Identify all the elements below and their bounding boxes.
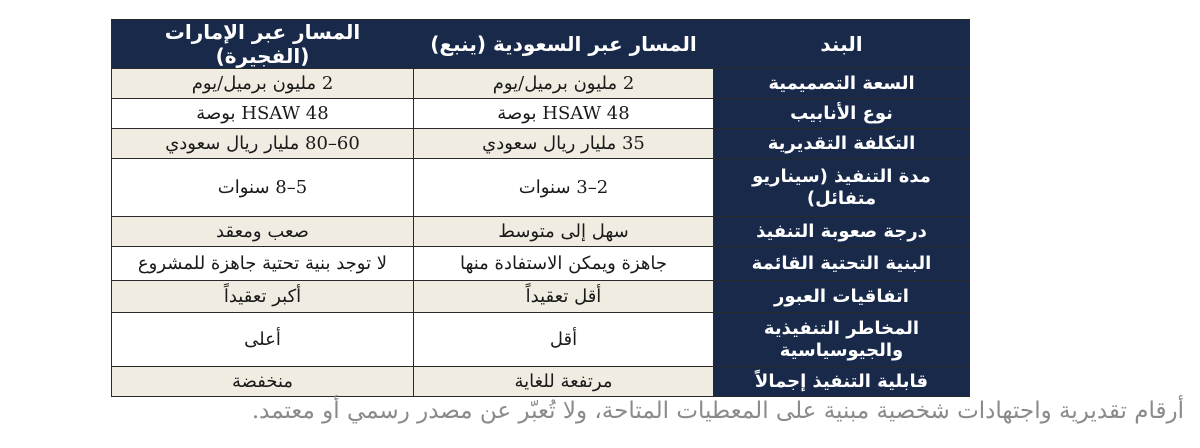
- table-row: [112, 367, 970, 397]
- saudi-value: سهل إلى متوسط: [414, 217, 714, 247]
- table-row: [112, 129, 970, 159]
- uae-value: صعب ومعقد: [112, 217, 414, 247]
- disclaimer-footnote: أرقام تقديرية واجتهادات شخصية مبنية على المعطيات المتاحة، ولا تُعبّر عن مصدر رسمي أو معتمد.: [251, 398, 1184, 424]
- uae-value: 2 مليون برميل/يوم: [112, 69, 414, 99]
- uae-value: 60–80 مليار ريال سعودي: [112, 129, 414, 159]
- saudi-value: 2 مليون برميل/يوم: [414, 69, 714, 99]
- header-item: البند: [714, 20, 970, 69]
- row-label: السعة التصميمية: [714, 69, 970, 99]
- table-row: [112, 313, 970, 367]
- saudi-value: جاهزة ويمكن الاستفادة منها: [414, 247, 714, 281]
- saudi-value: أقل: [414, 313, 714, 367]
- uae-value: أعلى: [112, 313, 414, 367]
- saudi-value: HSAW 48 بوصة: [414, 99, 714, 129]
- table-row: [112, 99, 970, 129]
- uae-value: HSAW 48 بوصة: [112, 99, 414, 129]
- saudi-value: 35 مليار ريال سعودي: [414, 129, 714, 159]
- table-row: [112, 69, 970, 99]
- saudi-value: مرتفعة للغاية: [414, 367, 714, 397]
- row-label: قابلية التنفيذ إجمالاً: [714, 367, 970, 397]
- uae-value: لا توجد بنية تحتية جاهزة للمشروع: [112, 247, 414, 281]
- row-label: التكلفة التقديرية: [714, 129, 970, 159]
- uae-value: 5–8 سنوات: [112, 159, 414, 217]
- table-row: [112, 159, 970, 217]
- table-row: [112, 247, 970, 281]
- comparison-table: [111, 19, 970, 397]
- uae-value: منخفضة: [112, 367, 414, 397]
- table-row: [112, 217, 970, 247]
- uae-value: أكبر تعقيداً: [112, 281, 414, 313]
- row-label: اتفاقيات العبور: [714, 281, 970, 313]
- row-label: البنية التحتية القائمة: [714, 247, 970, 281]
- row-label: درجة صعوبة التنفيذ: [714, 217, 970, 247]
- header-saudi-route: المسار عبر السعودية (ينبع): [414, 20, 714, 69]
- row-label: المخاطر التنفيذية والجيوسياسية: [714, 313, 970, 367]
- header-uae-route: المسار عبر الإمارات (الفجيرة): [112, 20, 414, 69]
- saudi-value: 2–3 سنوات: [414, 159, 714, 217]
- row-label: نوع الأنابيب: [714, 99, 970, 129]
- comparison-table-container: [111, 19, 969, 397]
- table-header-row: [112, 20, 970, 69]
- table-row: [112, 281, 970, 313]
- saudi-value: أقل تعقيداً: [414, 281, 714, 313]
- row-label: مدة التنفيذ (سيناريو متفائل): [714, 159, 970, 217]
